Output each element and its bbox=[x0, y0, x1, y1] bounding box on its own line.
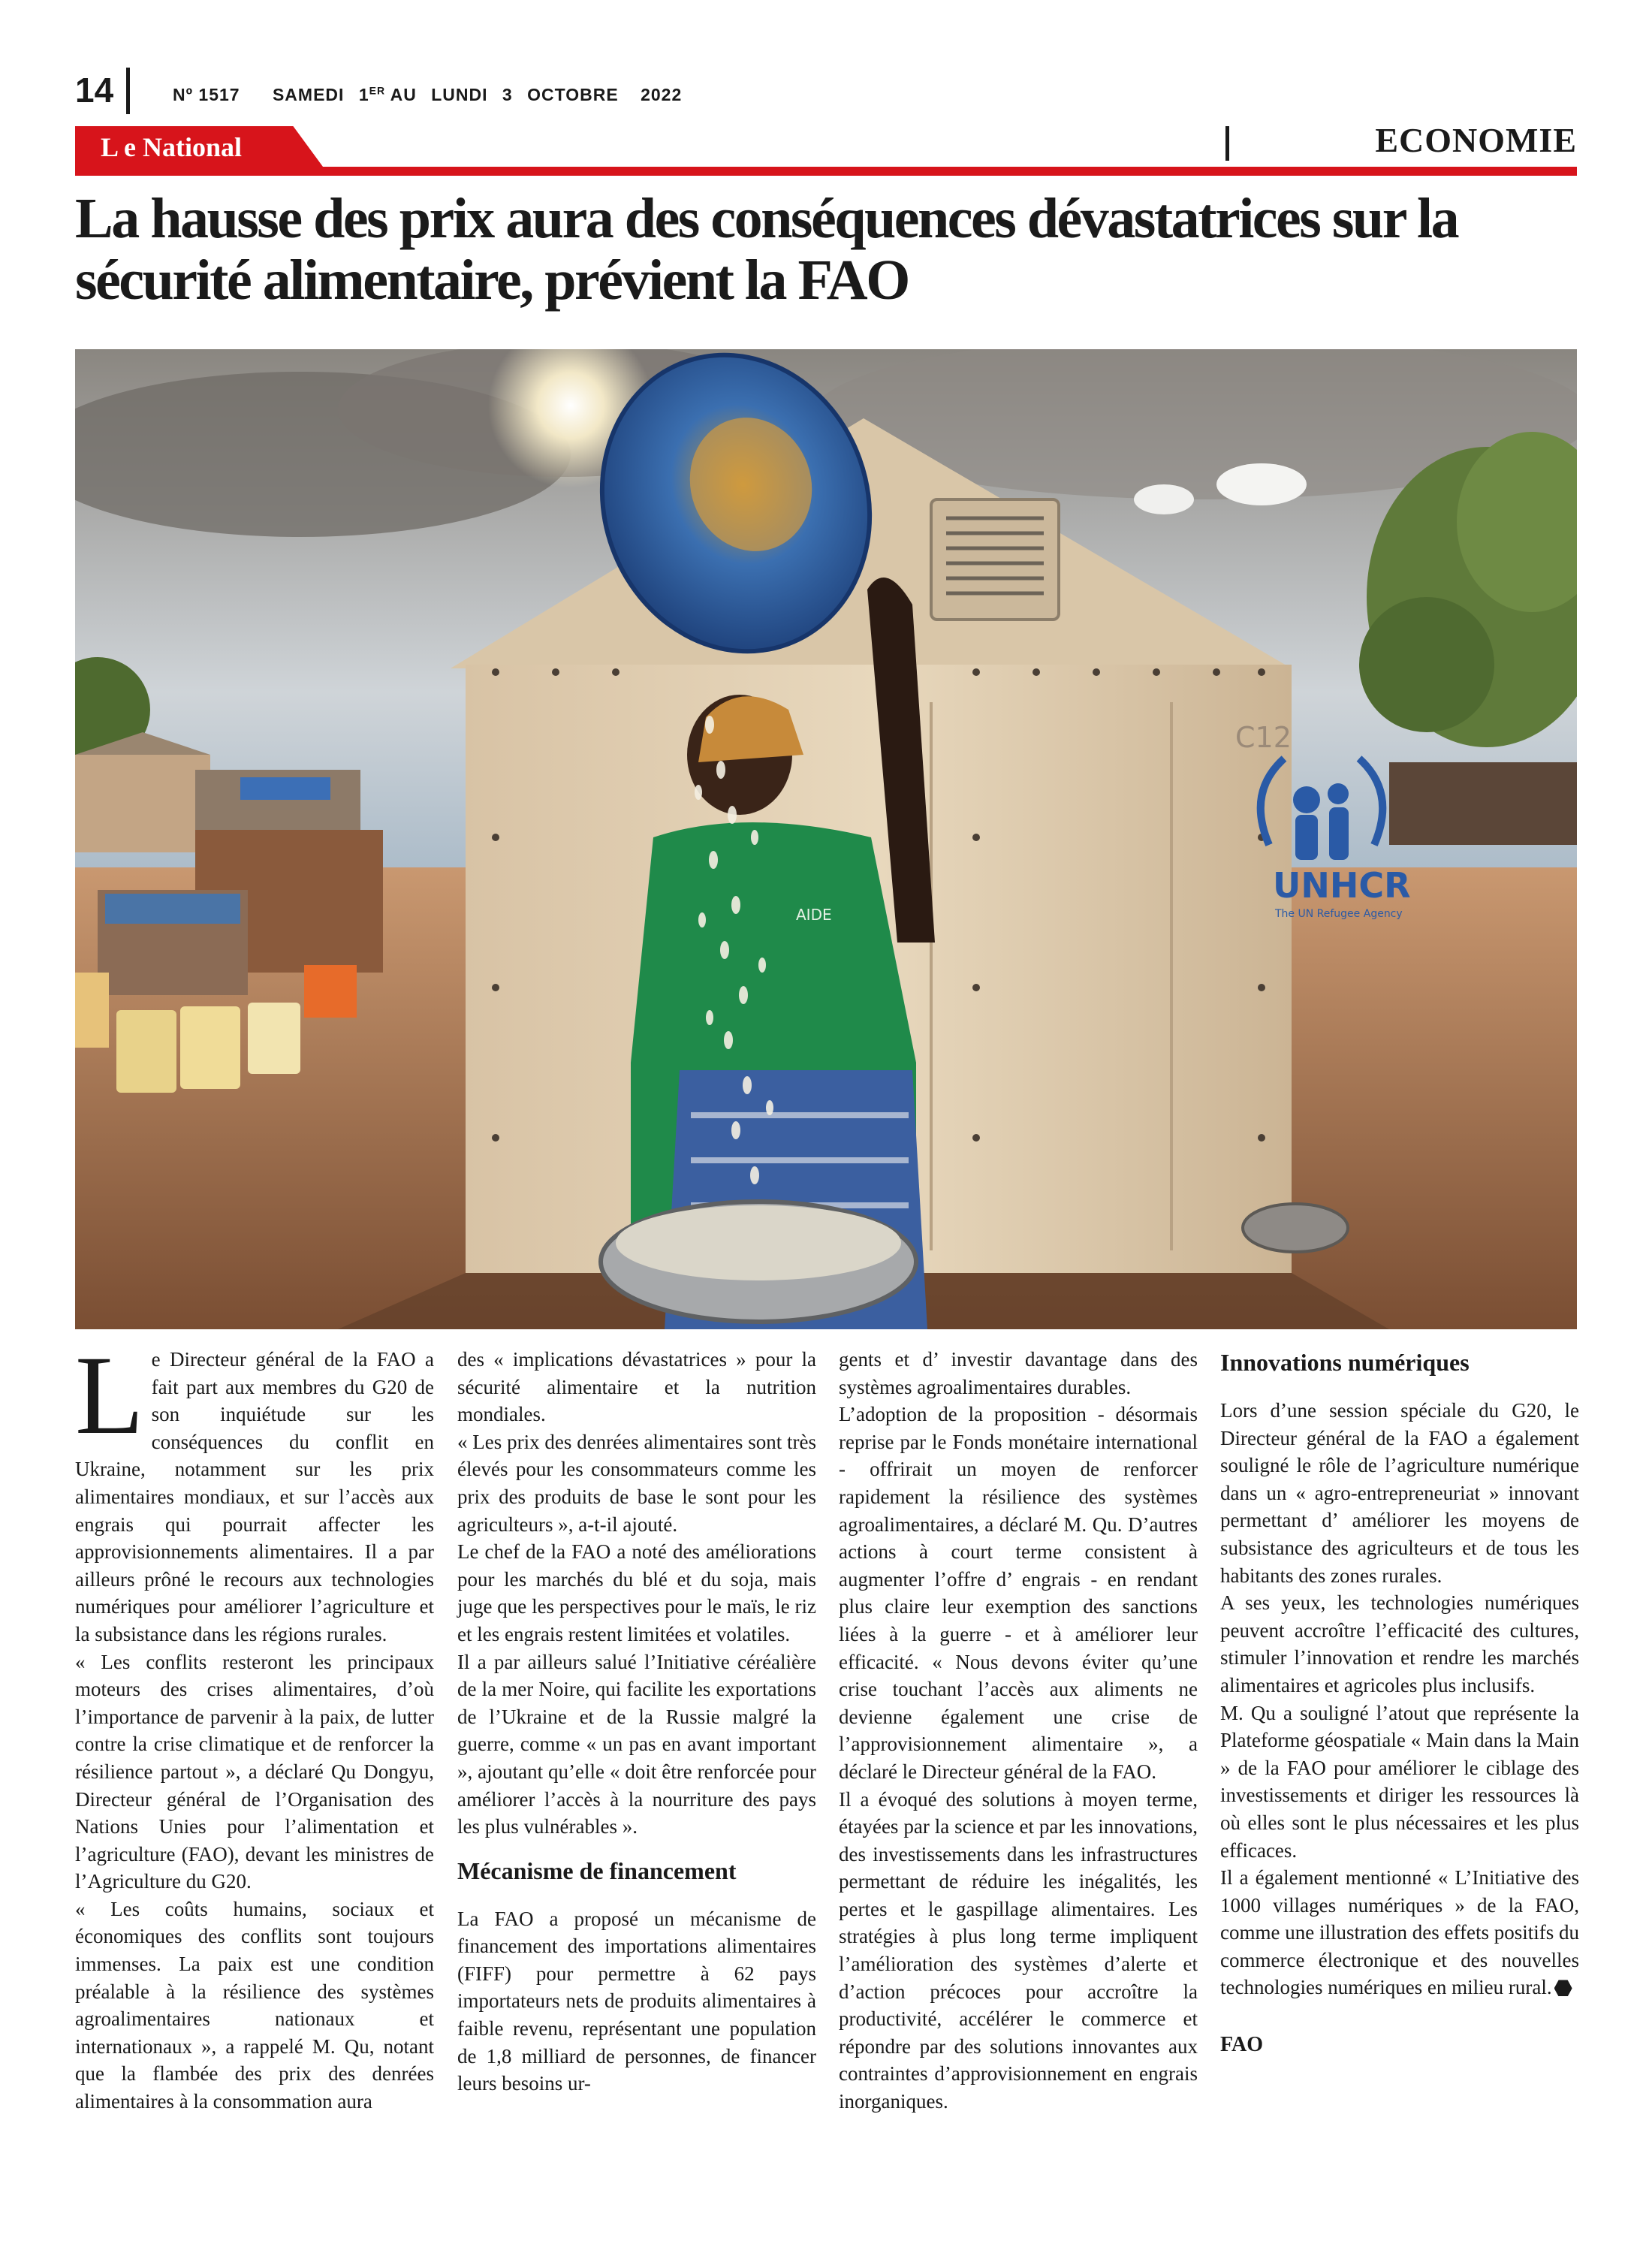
article-column-2 bbox=[457, 1346, 816, 2098]
article-paragraph: Le chef de la FAO a noté des améliorations pour les marchés du blé et du soja, mais juge que les perspectives pour le maïs, le riz et les engrais restent limitées et volatiles. bbox=[457, 1540, 816, 1645]
article-paragraph: L’adoption de la proposition - désormais reprise par le Fonds monétaire international - offrirait un moyen de renforcer rapidement la résilience des systèmes agroalimentaires, a déclaré M. Qu. D’autres actions à court terme consistent à augmenter l’offre d’ engrais - en rendant plus claire leur exemption des sanctions liées à la guerre - et à améliorer leur efficacité. « Nous devons éviter qu’une crise touchant l’accès aux aliments ne devienne également une crise de l’approvisionnement alimentaire », a déclaré le Directeur général de la FAO. bbox=[839, 1403, 1198, 1783]
article-paragraph: La FAO a proposé un mécanisme de financement des importations alimentaires (FIFF) pour permettre à 62 pays importateurs nets de produits alimentaires à faible revenu, représentant une population de 1,8 milliard de personnes, de financer leurs besoins ur- bbox=[457, 1907, 816, 2095]
article-paragraph: Le Directeur général de la FAO a fait part aux membres du G20 de son inquiétude sur les conséquences du conflit en Ukraine, notamment sur les prix alimentaires mondiaux, et sur l’accès aux engrais qui pourrait affecter les approvisionnements alimentaires. Il a par ailleurs prôné le recours aux technologies numériques pour améliorer l’agriculture et la subsistance dans les régions rurales. bbox=[75, 1333, 434, 1645]
article-paragraph: Il a évoqué des solutions à moyen terme, étayées par la science et par les innovations, des investissements dans les infrastructures permettant de réduire les inégalités, les pertes et le gaspillage alimentaires. Les stratégies à plus long terme impliquent l’amélioration des systèmes d’alerte et d’action précoces pour accroître la productivité, accélérer le commerce et répondre par des solutions innovantes aux contraintes d’approvisionnement en engrais inorganiques. bbox=[839, 1787, 1198, 2113]
section-title: ECONOMIE bbox=[1375, 121, 1577, 159]
article-column-4 bbox=[1220, 1346, 1579, 2059]
issue-date-line bbox=[173, 84, 682, 105]
end-of-article-icon bbox=[1554, 1980, 1572, 1996]
publication-name: L e National bbox=[101, 132, 243, 162]
article-paragraph: « Les coûts humains, sociaux et économiques des conflits sont toujours immenses. La paix est une condition préalable à la résilience des systèmes agroalimentaires nationaux et internationaux », a rappelé M. Qu, notant que la flambée des prix des denrées alimentaires à la consommation aura bbox=[75, 1897, 434, 2113]
article-headline: La hausse des prix aura des conséquences dévastatrices sur la sécurité alimentaire, prévient la FAO bbox=[75, 187, 1458, 312]
article-column-3 bbox=[839, 1346, 1198, 2116]
article-paragraph: Lors d’une session spéciale du G20, le Directeur général de la FAO a également souligné le rôle de l’agriculture numérique dans un « agro-entrepreneuriat » innovant permettant d’ améliorer les moyens de subsistance des agriculteurs et de tous les habitants des zones rurales. bbox=[1220, 1399, 1579, 1587]
article-photo bbox=[75, 349, 1577, 1329]
issue-date: SAMEDI 1ER AU LUNDI 3 OCTOBRE 2022 bbox=[272, 84, 683, 104]
drop-cap: L bbox=[75, 1333, 144, 1458]
article-byline: FAO bbox=[1220, 2033, 1264, 2057]
svg-text:The UN Refugee Agency: The UN Refugee Agency bbox=[1275, 908, 1403, 920]
article-paragraph: « Les conflits resteront les principaux moteurs des crises alimentaires, d’où l’importance de parvenir à la paix, de lutter contre la crise climatique et de renforcer la résilience partout », a déclaré Qu Dongyu, Directeur général de l’Organisation des Nations Unies pour l’alimentation et l’agriculture (FAO), devant les ministres de l’Agriculture du G20. bbox=[75, 1650, 434, 1893]
article-paragraph: gents et d’ investir davantage dans des systèmes agroalimentaires durables. bbox=[839, 1348, 1198, 1398]
subhead-digital: Innovations numériques bbox=[1220, 1349, 1470, 1376]
section-divider bbox=[1225, 126, 1229, 161]
svg-text:C12: C12 bbox=[1235, 721, 1292, 754]
article-paragraph: A ses yeux, les technologies numériques peuvent accroître l’efficacité des cultures, stimuler l’innovation et rendre les marchés alimentaires et agricoles plus inclusifs. bbox=[1220, 1591, 1579, 1697]
svg-text:AIDE: AIDE bbox=[796, 906, 832, 924]
article-paragraph: « Les prix des denrées alimentaires sont très élevés pour les consommateurs comme les prix des produits de base le sont pour les agriculteurs », a-t-il ajouté. bbox=[457, 1430, 816, 1536]
issue-number: Nº 1517 bbox=[173, 84, 240, 104]
header-red-rule bbox=[75, 167, 1577, 176]
subhead-financing: Mécanisme de financement bbox=[457, 1856, 737, 1884]
article-paragraph: Il a également mentionné « L’Initiative des 1000 villages numériques » de la FAO, comme une illustration des effets positifs du commerce électronique et des nouvelles technologies numériques en milieu rural. bbox=[1220, 1866, 1579, 1999]
article-paragraph: des « implications dévastatrices » pour la sécurité alimentaire et la nutrition mondiales. bbox=[457, 1348, 816, 1426]
article-paragraph: Il a par ailleurs salué l’Initiative céréalière de la mer Noire, qui facilite les exportations de l’Ukraine et de la Russie malgré la guerre, comme « un pas en avant important », ajoutant qu’elle « doit être renforcée pour améliorer l’accès à la nourriture des pays les plus vulnérables ». bbox=[457, 1650, 816, 1838]
svg-text:UNHCR: UNHCR bbox=[1273, 865, 1411, 906]
article-column-1 bbox=[75, 1333, 434, 2116]
page-number-divider bbox=[126, 68, 130, 114]
page-number: 14 bbox=[75, 71, 114, 110]
article-paragraph: M. Qu a souligné l’atout que représente la Plateforme géospatiale « Main dans la Main » de la FAO pour améliorer le ciblage des investissements et diriger les ressources là où elles sont le plus nécessaires et les plus efficaces. bbox=[1220, 1701, 1579, 1862]
